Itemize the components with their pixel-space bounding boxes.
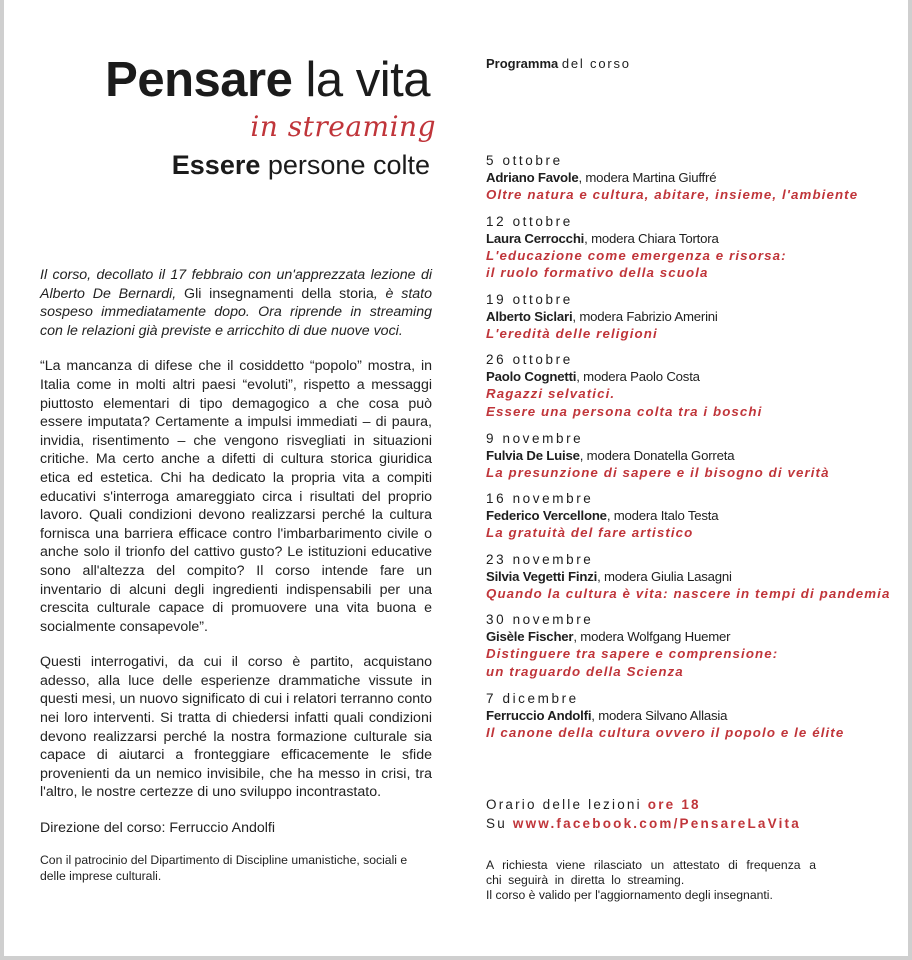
event-item [486,551,906,603]
event-topic-line2: Essere una persona colta tra i boschi [486,403,763,419]
event-speaker [486,628,906,645]
speaker-name: Fulvia De Luise [486,447,580,463]
lesson-time [486,795,906,814]
schedule-info [486,795,906,833]
lecture-title: Gli insegnamenti della storia [184,285,374,302]
facebook-link[interactable]: www.facebook.com/PensareLaVita [512,816,801,831]
teacher-training-note: Il corso è valido per l'aggiornamento degli insegnanti. [486,888,773,902]
event-date: 16 novembre [486,491,594,507]
event-topic: Oltre natura e cultura, abitare, insieme, l'ambiente [486,187,859,202]
moderator: , modera Martina Giuffré [578,170,717,185]
event-date: 5 ottobre [486,153,563,168]
moderator: , modera Silvano Allasia [591,707,728,723]
main-title [4,52,430,108]
flyer-page [4,0,908,956]
event-topic: La presunzione di sapere e il bisogno di verità [486,464,830,480]
event-date: 19 ottobre [486,291,573,307]
event-topic: Il canone della cultura ovvero il popolo e le élite [486,724,845,740]
intro-text-1: Il corso, decollato il 17 febbraio con un'apprezzata lezione di Alberto De Bernardi, [40,267,432,302]
event-topic: La gratuità del fare artistico [486,525,694,541]
moderator: , modera Chiara Tortora [584,230,719,246]
event-speaker [486,447,906,464]
speaker-name: Ferruccio Andolfi [486,707,592,723]
event-date: 12 ottobre [486,213,573,229]
title-bold: Pensare [105,53,293,107]
footer-notes [486,858,816,903]
event-topic: L'educazione come emergenza e risorsa: [486,247,787,263]
program-heading-bold: Programma [486,56,559,71]
event-item [486,611,906,680]
intro-paragraph [40,266,432,340]
event-date: 23 novembre [486,551,594,567]
event-item [486,490,906,542]
moderator: , modera Giulia Lasagni [597,568,732,584]
event-date: 26 ottobre [486,352,573,368]
speaker-name: Laura Cerrocchi [486,230,585,246]
event-speaker [486,507,906,524]
speaker-name: Alberto Siclari [486,308,573,324]
moderator: , modera Donatella Gorreta [579,447,735,463]
moderator: , modera Paolo Costa [576,369,700,385]
event-speaker [486,568,906,585]
course-description [40,266,432,884]
speaker-name: Paolo Cognetti [486,369,577,385]
questions-paragraph: Questi interrogativi, da cui il corso è partito, acquistano adesso, alla luce delle esperienze drammatiche vissute in questi mesi, un nuovo significato di cui i relatori terranno conto nei loro interventi. Si tratta di chiedersi infatti quali condizioni devono realizzarsi perché la nostra formazione culturale sia capace di aiutarci a fronteggiare efficacemente le sfide provenienti da un nemico invisibile, che ha messo in crisi, tra l'altro, le nostre certezze di uno sviluppo incontrastato. [40,654,432,801]
event-speaker [486,230,906,247]
event-item [486,351,906,420]
attendance-certificate-note: A richiesta viene rilasciato un attestato di frequenza a chi seguirà in diretta lo streaming. [486,858,816,887]
stream-location [486,814,906,833]
intro-text-2: , è stato sospeso immediatamente dopo. Ora riprende in streaming con le relazioni già previste e arricchito di due nuove voci. [40,285,432,339]
event-topic: L'eredità delle religioni [486,325,658,341]
quote-paragraph: “La mancanza di difese che il cosiddetto “popolo” mostra, in Italia come in molti altri paesi “evoluti”, rispetto a messaggi piuttosto elementari di tipo demagogico a che cosa può essere imputata? Certamente a impulsi immediati – di paura, invidia, risentimento – che vengono risvegliati in situazioni critiche. Ma certo anche a difetti di cultura storica giuridica etica ed estetica. Chi ha dedicato la propria vita a compiti educativi s'interroga amareggiato circa i risultati del proprio lavoro. Quali condizioni devono realizzarsi perché la cultura fornisca una barriera efficace contro l'imbarbarimento civile o anche solo il trionfo del cattivo gusto? Le istituzioni educative sono all'altezza del compito? Il corso intende fare un inventario di alcuni degli ingredienti indispensabili per una crescita culturale capace di promuovere una vita buona e socialmente consapevole”. [40,358,432,635]
event-topic: Ragazzi selvatici. [486,386,616,402]
speaker-name: Gisèle Fischer [486,629,574,645]
course-direction: Direzione del corso: Ferruccio Andolfi [40,820,275,837]
event-list [486,152,906,750]
event-topic-line2: un traguardo della Scienza [486,663,684,679]
event-item [486,213,906,282]
speaker-name: Silvia Vegetti Finzi [486,568,598,584]
patronage-note: Con il patrocinio del Dipartimento di Discipline umanistiche, sociali e delle imprese culturali. [40,852,408,883]
event-speaker [486,169,906,186]
moderator: , modera Wolfgang Huemer [573,629,731,645]
title-light: la vita [305,53,430,107]
program-heading [486,56,896,71]
event-topic-line2: il ruolo formativo della scuola [486,265,709,281]
speaker-name: Adriano Favole [486,170,579,185]
moderator: , modera Fabrizio Amerini [572,308,718,324]
event-speaker [486,707,906,724]
event-item [486,291,906,343]
subtitle-light: persone colte [267,150,430,180]
title-block [4,52,436,180]
lesson-time-label: Orario delle lezioni [486,797,642,812]
subtitle-bold: Essere [171,150,261,180]
event-item [486,152,906,204]
speaker-name: Federico Vercellone [486,508,607,524]
program-heading-rest: del corso [561,56,631,71]
stream-location-label: Su [486,816,507,831]
event-topic: Quando la cultura è vita: nascere in tempi di pandemia [486,585,891,601]
event-date: 30 novembre [486,612,594,628]
program-column [486,56,896,902]
event-item [486,430,906,482]
event-date: 9 novembre [486,430,584,446]
moderator: , modera Italo Testa [606,508,719,524]
event-speaker [486,308,906,325]
event-date: 7 dicembre [486,690,579,706]
lesson-time-value: ore 18 [647,797,701,812]
event-topic: Distinguere tra sapere e comprensione: [486,646,779,662]
event-speaker [486,368,906,385]
streaming-script-subtitle: in streaming [250,110,436,143]
course-subtitle [172,148,430,182]
event-item [486,690,906,742]
